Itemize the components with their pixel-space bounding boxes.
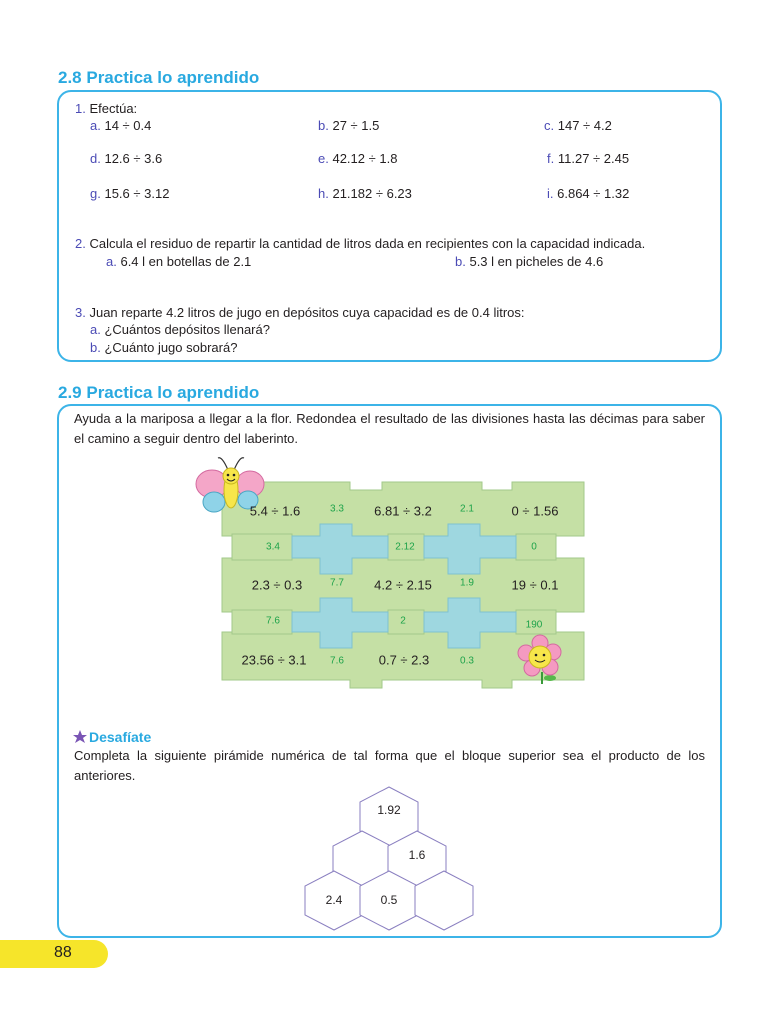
q2-item-a: a. 6.4 l en botellas de 2.1 <box>106 254 252 269</box>
maze-num-v1c: 0 <box>531 541 537 553</box>
q1-item-b: b. 27 ÷ 1.5 <box>318 118 380 133</box>
q1-item-d: d. 12.6 ÷ 3.6 <box>90 151 163 166</box>
q3-item-b: b. ¿Cuánto jugo sobrará? <box>90 340 238 355</box>
q1-item-h: h. 21.182 ÷ 6.23 <box>318 186 412 201</box>
q1-item-g: g. 15.6 ÷ 3.12 <box>90 186 170 201</box>
q1-item-c: c. 147 ÷ 4.2 <box>544 118 612 133</box>
q1-text: Efectúa: <box>89 101 138 116</box>
q3-text: Juan reparte 4.2 litros de jugo en depósitos cuya capacidad es de 0.4 litros: <box>89 305 525 320</box>
maze-num-h3a: 7.6 <box>330 655 344 667</box>
maze-cell-3: 0 ÷ 1.56 <box>511 503 559 519</box>
maze-cell-7: 23.56 ÷ 3.1 <box>241 652 307 668</box>
maze-num-v2b: 2 <box>400 615 406 627</box>
q1-item-e: e. 42.12 ÷ 1.8 <box>318 151 398 166</box>
maze-num-h2a: 7.7 <box>330 577 344 589</box>
maze-num-v2c: 190 <box>525 619 543 631</box>
maze-connector-left <box>232 534 292 560</box>
maze-cell-2: 6.81 ÷ 3.2 <box>374 503 432 519</box>
maze-num-v2a: 7.6 <box>266 615 280 627</box>
maze-num-h3b: 0.3 <box>460 655 474 667</box>
q3: 3. Juan reparte 4.2 litros de jugo en depósitos cuya capacidad es de 0.4 litros: <box>75 305 525 320</box>
q1-item-a: a. 14 ÷ 0.4 <box>90 118 152 133</box>
star-icon <box>73 730 87 743</box>
maze-num-h2b: 1.9 <box>460 577 474 589</box>
pyramid-bottom-mid-value: 0.5 <box>380 893 398 907</box>
pyramid-top-value: 1.92 <box>377 803 401 817</box>
maze-num-v1b: 2.12 <box>395 541 415 553</box>
maze-cell-1: 5.4 ÷ 1.6 <box>249 503 301 519</box>
q3-item-a: a. ¿Cuántos depósitos llenará? <box>90 322 270 337</box>
maze-cell-4: 2.3 ÷ 0.3 <box>251 577 303 593</box>
q2: 2. Calcula el residuo de repartir la cantidad de litros dada en recipientes con la capacidad indicada. <box>75 236 646 251</box>
challenge-text: Completa la siguiente pirámide numérica de tal forma que el bloque superior sea el producto de los anteriores. <box>74 748 705 783</box>
challenge-title: Desafíate <box>89 729 152 745</box>
q1-item-i: i. 6.864 ÷ 1.32 <box>547 186 630 201</box>
page-number: 88 <box>54 944 72 961</box>
q2-item-b: b. 5.3 l en picheles de 4.6 <box>455 254 604 269</box>
section-title-2-8: 2.8 Practica lo aprendido <box>58 68 260 87</box>
maze-num-v1a: 3.4 <box>266 541 280 553</box>
maze-instructions: Ayuda a la mariposa a llegar a la flor. Redondea el resultado de las divisiones hasta las décimas para saber el camino a seguir dentro del laberinto. <box>74 411 705 446</box>
pyramid-mid-right-value: 1.6 <box>408 848 426 862</box>
section-title-2-9: 2.9 Practica lo aprendido <box>58 383 260 402</box>
q1-item-f: f. 11.27 ÷ 2.45 <box>547 151 630 166</box>
maze-cell-6: 19 ÷ 0.1 <box>511 577 559 593</box>
q2-text: Calcula el residuo de repartir la cantidad de litros dada en recipientes con la capacidad indicada. <box>89 236 646 251</box>
maze-cell-5: 4.2 ÷ 2.15 <box>374 577 432 593</box>
maze-cell-8: 0.7 ÷ 2.3 <box>378 652 430 668</box>
q1-number: 1. <box>75 101 86 116</box>
maze-num-h1a: 3.3 <box>330 503 344 515</box>
maze-num-h1b: 2.1 <box>460 503 474 515</box>
pyramid-bottom-left-value: 2.4 <box>325 893 343 907</box>
maze-connector-left-2 <box>232 610 292 634</box>
